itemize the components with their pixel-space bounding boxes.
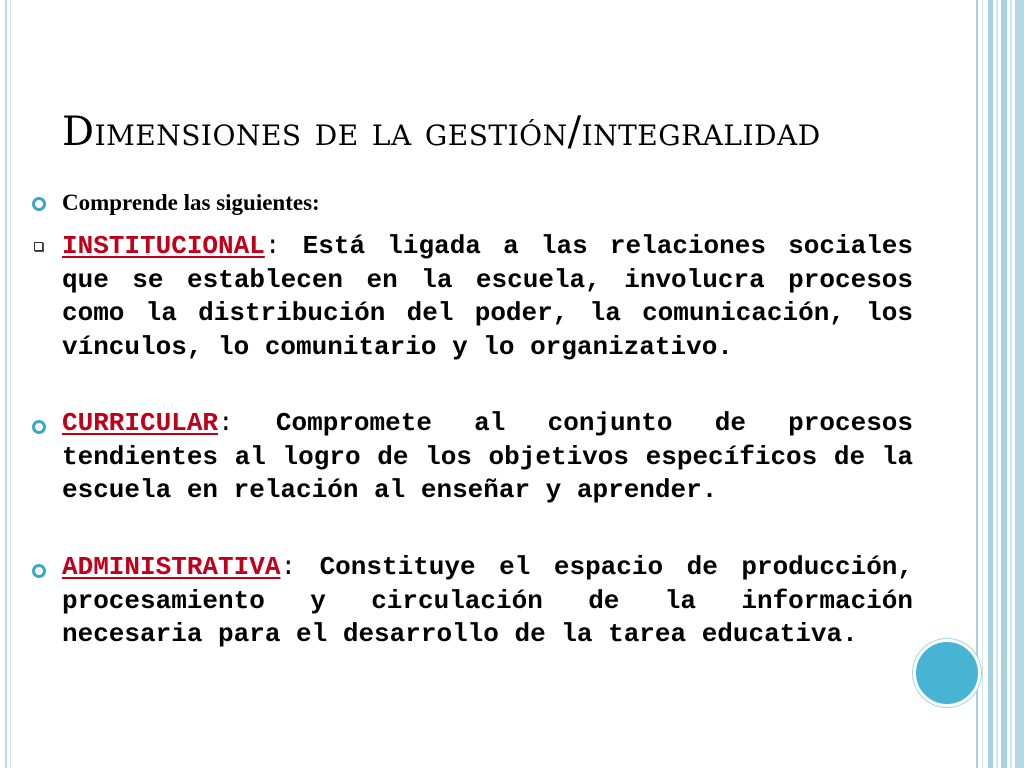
right-border-line-4	[996, 0, 998, 768]
keyword-separator: :	[280, 552, 297, 582]
right-border-line-3	[988, 0, 993, 768]
item-description: Está ligada a las relaciones sociales que se establecen en la escuela, involucra procesos como la distribución del poder, la comunicación, los vínculos, lo comunitario y lo organizativo.	[62, 231, 913, 362]
ring-bullet-icon	[32, 197, 46, 211]
right-border-line-2	[982, 0, 983, 768]
item-description: Constituye el espacio de producción, procesamiento y circulación de la información necesaria para el desarrollo de la tarea educativa.	[62, 552, 913, 649]
keyword-administrativa: ADMINISTRATIVA	[62, 552, 281, 582]
accent-circle-icon	[913, 639, 981, 707]
keyword-institucional: INSTITUCIONAL	[62, 231, 265, 261]
ring-bullet-icon	[32, 420, 46, 434]
square-bullet-icon	[34, 242, 43, 251]
list-item-administrativa	[62, 551, 913, 652]
left-border-line-outer	[5, 0, 7, 768]
left-border-line-inner	[10, 0, 11, 768]
item-description: Compromete al conjunto de procesos tendientes al logro de los objetivos específicos de la escuela en relación al enseñar y aprender.	[62, 408, 913, 505]
keyword-curricular: CURRICULAR	[62, 408, 219, 438]
right-border-line-5	[1001, 0, 1007, 768]
slide-title: Dimensiones de la gestión/integralidad	[62, 109, 821, 155]
right-border-line-7	[1015, 0, 1024, 768]
keyword-separator: :	[218, 408, 234, 438]
ring-bullet-icon	[32, 564, 46, 578]
list-item-curricular	[62, 407, 913, 508]
list-item-institucional	[62, 230, 913, 364]
right-border-line-1	[976, 0, 978, 768]
intro-text: Comprende las siguientes:	[62, 190, 320, 215]
right-border-line-6	[1010, 0, 1012, 768]
keyword-separator: :	[264, 231, 281, 261]
